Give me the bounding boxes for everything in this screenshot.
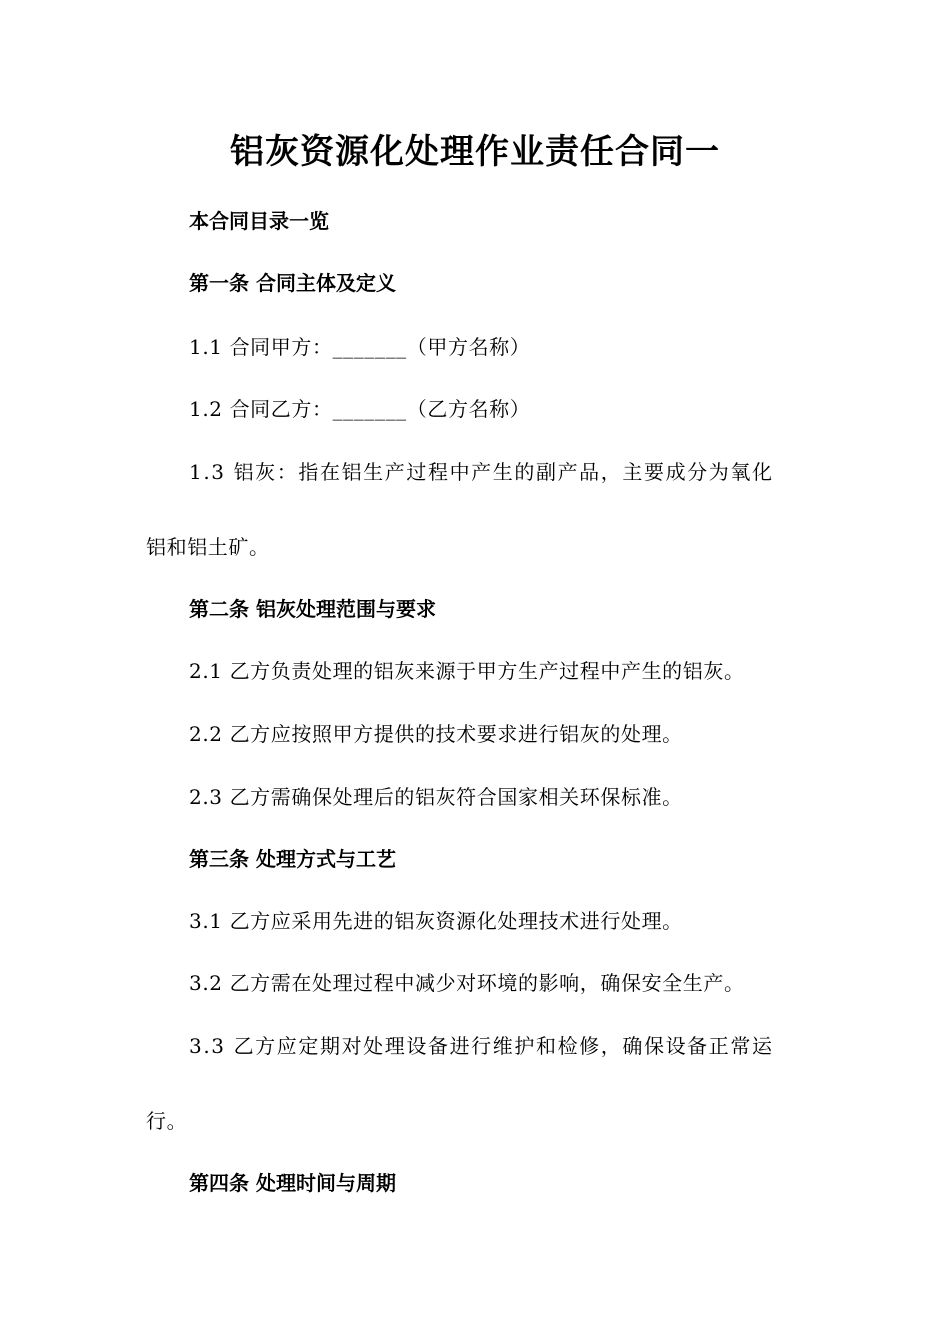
section-heading-4: 第四条 处理时间与周期	[189, 1171, 396, 1195]
clause-1-3: 1.3 铝灰：指在铝生产过程中产生的副产品，主要成分为氧化	[189, 460, 774, 484]
clause-3-3: 3.3 乙方应定期对处理设备进行维护和检修，确保设备正常运	[189, 1034, 774, 1058]
document-title: 铝灰资源化处理作业责任合同一	[230, 132, 720, 172]
clause-1-2: 1.2 合同乙方：_______（乙方名称）	[189, 397, 531, 421]
section-heading-2: 第二条 铝灰处理范围与要求	[189, 597, 436, 621]
clause-2-1: 2.1 乙方负责处理的铝灰来源于甲方生产过程中产生的铝灰。	[189, 659, 745, 683]
toc-heading: 本合同目录一览	[189, 209, 329, 233]
clause-3-2: 3.2 乙方需在处理过程中减少对环境的影响，确保安全生产。	[189, 971, 745, 995]
clause-3-3-continuation: 行。	[146, 1109, 188, 1133]
clause-1-3-continuation: 铝和铝土矿。	[146, 535, 270, 559]
section-heading-3: 第三条 处理方式与工艺	[189, 847, 396, 871]
clause-2-3: 2.3 乙方需确保处理后的铝灰符合国家相关环保标准。	[189, 785, 683, 809]
clause-1-1: 1.1 合同甲方：_______（甲方名称）	[189, 335, 531, 359]
section-heading-1: 第一条 合同主体及定义	[189, 271, 396, 295]
clause-2-2: 2.2 乙方应按照甲方提供的技术要求进行铝灰的处理。	[189, 722, 683, 746]
clause-3-1: 3.1 乙方应采用先进的铝灰资源化处理技术进行处理。	[189, 909, 683, 933]
